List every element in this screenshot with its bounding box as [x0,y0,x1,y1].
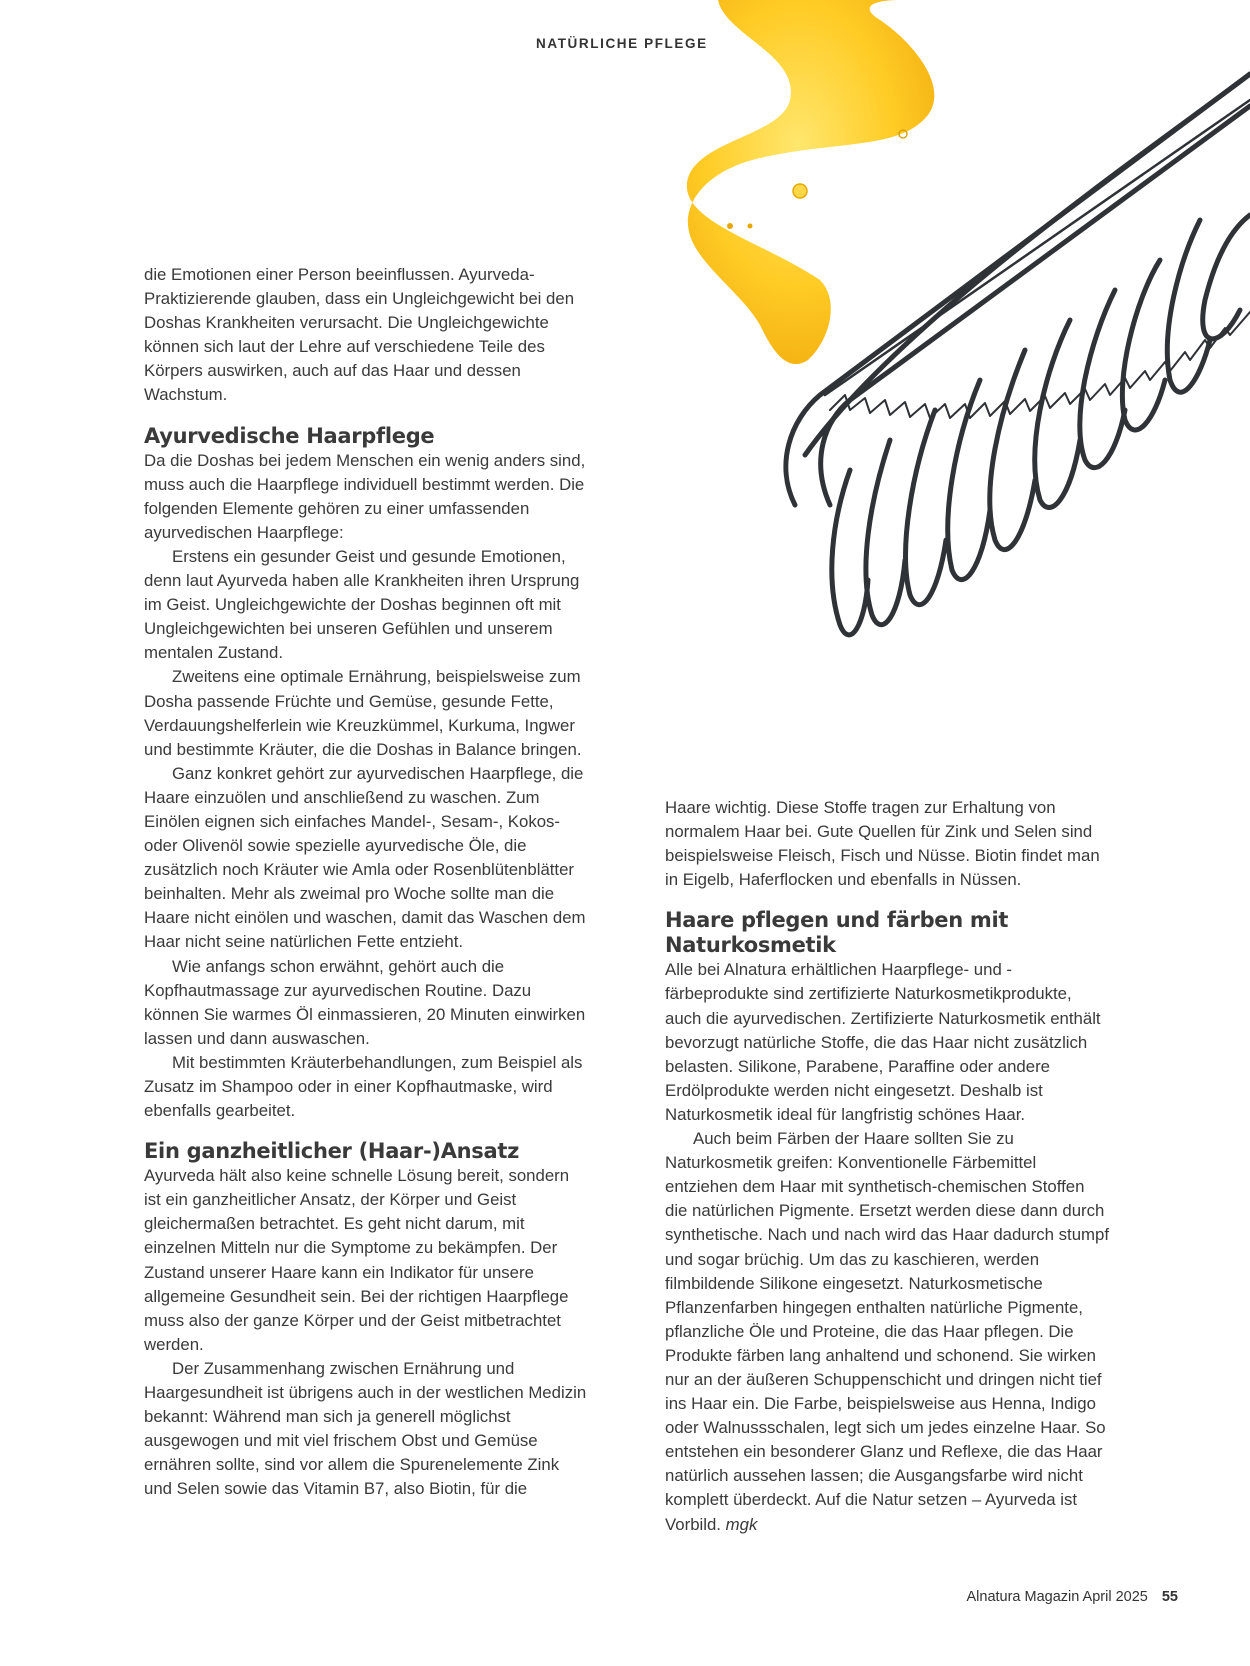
oil-splash [687,0,934,364]
paragraph: Mit bestimmten Kräuterbehandlungen, zum Beispiel als Zusatz im Shampoo oder in einer Kopfhautmaske, wird ebenfalls gearbeitet. [144,1052,583,1121]
left-column [144,263,589,1502]
paragraph: Ayurveda hält also keine schnelle Lösung bereit, sondern ist ein ganzheitlicher Ansatz, der Körper und Geist gleichermaßen betrachtet. Es geht nicht darum, mit einzelnen Mitteln nur die Symptome zu bekämpfen. Der Zustand unserer Haare kann ein Indikator für unsere allgemeine Gesundheit sein. Bei der richtigen Haarpflege muss also der ganze Körper und der Geist mitbetrachtet werden. [144,1166,570,1354]
heading-ganzheitlicher-ansatz: Ein ganzheitlicher (Haar-)Ansatz [144,1139,520,1164]
page-footer [966,1589,1178,1605]
intro-paragraph: die Emotionen einer Person beeinflussen. Ayurveda-Praktizierende glauben, dass ein Ungleichgewicht bei den Doshas Krankheiten verursacht. Die Ungleichgewichte können sich laut der Lehre auf verschiedene Teile des Körpers auswirken, auch auf das Haar und dessen Wachstum. [144,265,575,405]
section-label: NATÜRLICHE PFLEGE [536,36,708,51]
page-number: 55 [1161,1589,1178,1605]
paragraph: Erstens ein gesunder Geist und gesunde Emotionen, denn laut Ayurveda haben alle Krankheiten ihren Ursprung im Geist. Ungleichgewichte der Doshas beginnen oft mit Ungleichgewichten bei unseren Gefühlen und unserem mentalen Zustand. [144,546,580,663]
paragraph: Ganz konkret gehört zur ayurvedischen Haarpflege, die Haare einzuölen und anschließend zu waschen. Zum Einölen eignen sich einfaches Mandel-, Sesam-, Kokos- oder Olivenöl sowie spezielle ayurvedische Öle, die zusätzlich noch Kräuter wie Amla oder Rosenblütenblätter beinhalten. Mehr als zweimal pro Woche sollte man die Haare nicht einölen und waschen, damit das Waschen dem Haar nicht seine natürlichen Fette entzieht. [144,763,586,952]
paragraph: Da die Doshas bei jedem Menschen ein wenig anders sind, muss auch die Haarpflege individuell bestimmt werden. Die folgenden Elemente gehören zu einer umfassenden ayurvedischen Haarpflege: [144,450,586,542]
magazine-issue: Alnatura Magazin April 2025 [966,1589,1148,1605]
paragraph [665,1127,1110,1537]
author-initials: mgk [725,1514,758,1534]
paragraph: Der Zusammenhang zwischen Ernährung und Haargesundheit ist übrigens auch in der westlichen Medizin bekannt: Während man sich ja generell möglichst ausgewogen und mit viel frischem Obst und Gemüse ernähren sollte, sind vor allem die Spurenelemente Zink und Selen sowie das Vitamin B7, also Biotin, für die [144,1358,587,1499]
oil-bubble [793,184,807,198]
oil-bubble [748,224,753,229]
comb [786,74,1250,635]
heading-naturkosmetik: Haare pflegen und färben mit Naturkosmetik [665,908,1009,958]
heading-ayurvedische-haarpflege: Ayurvedische Haarpflege [144,423,435,448]
paragraph: Alle bei Alnatura erhältlichen Haarpflege- und -färbeprodukte sind zertifizierte Naturkosmetikprodukte, auch die ayurvedischen. Zertifizierte Naturkosmetik enthält bevorzugt natürliche Stoffe, die das Haar nicht zusätzlich belasten. Silikone, Parabene, Paraffine oder andere Erdölprodukte werden nicht eingesetzt. Deshalb ist Naturkosmetik ideal für langfristig schönes Haar. [665,960,1101,1124]
oil-bubble [727,223,733,229]
paragraph-text: Auch beim Färben der Haare sollten Sie zu Naturkosmetik greifen: Konventionelle Färbemittel entziehen dem Haar mit synthetisch-chemischen Stoffen die natürlichen Pigmente. Ersetzt werden diese dann durch synthetische. Nach und nach wird das Haar dadurch stumpf und sogar brüchig. Um das zu kaschieren, werden filmbildende Silikone eingesetzt. Naturkosmetische Pflanzenfarben hingegen enthalten natürliche Pigmente, pflanzliche Öle und Proteine, die das Haar pflegen. Die Produkte färben lang anhaltend und schonend. Sie wirken nur an der äußeren Schuppenschicht und dringen nicht tief ins Haar ein. Die Farbe, beispielsweise aus Henna, Indigo oder Walnussschalen, legt sich um jedes einzelne Haar. So entstehen ein besonderer Glanz und Reflexe, die das Haar natürlich aussehen lassen; die Ausgangsfarbe wird nicht komplett überdeckt. Auf die Natur setzen – Ayurveda ist Vorbild. [665,1129,1110,1534]
paragraph: Zweitens eine optimale Ernährung, beispielsweise zum Dosha passende Früchte und Gemüse, gesunde Fette, Verdauungshelferlein wie Kreuzkümmel, Kurkuma, Ingwer und bestimmte Kräuter, die die Doshas in Balance bringen. [144,667,582,759]
right-column [665,796,1110,1537]
paragraph: Wie anfangs schon erwähnt, gehört auch die Kopfhautmassage zur ayurvedischen Routine. Dazu können Sie warmes Öl einmassieren, 20 Minuten einwirken lassen und dann auswaschen. [144,956,586,1048]
continued-paragraph: Haare wichtig. Diese Stoffe tragen zur Erhaltung von normalem Haar bei. Gute Quellen für Zink und Selen sind beispielsweise Fleisch, Fisch und Nüsse. Biotin findet man in Eigelb, Haferflocken und ebenfalls in Nüssen. [665,798,1100,890]
oil-and-comb-illustration [660,0,1250,700]
